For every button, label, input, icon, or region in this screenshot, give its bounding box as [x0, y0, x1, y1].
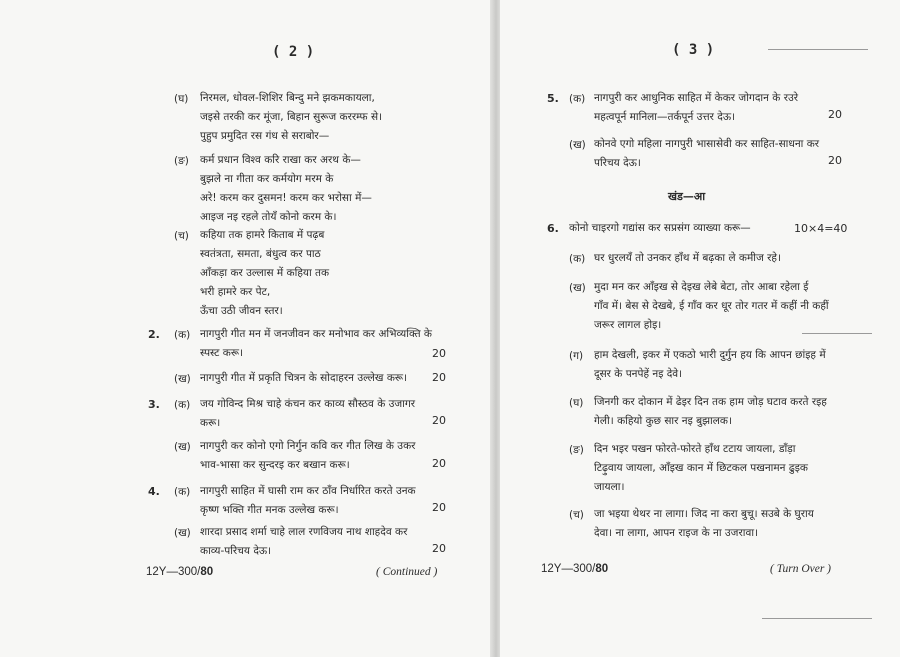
part-label: (ख): [174, 373, 191, 385]
part-label: (ख): [569, 139, 586, 151]
passage-line: देवा। ना लागा, आपन राइज के ना उजरावा।: [594, 527, 759, 539]
question-line: नागपुरी गीत मन में जनजीवन कर मनोभाव कर अभिव्यक्ति के: [200, 328, 432, 340]
part-label: (क): [569, 93, 586, 105]
paper-code-text: 12Y—300/: [146, 566, 201, 578]
marks: 20: [828, 108, 842, 121]
poem-line: भरी हामरे कर पेट,: [200, 286, 271, 298]
marks: 20: [432, 457, 446, 470]
poem-label: (घ): [174, 93, 189, 105]
marks: 20: [432, 414, 446, 427]
question-line: भाव-भासा कर सुन्दरइ कर बखान करू।: [200, 459, 350, 471]
passage-line: गेली। कहियो कुछ सार नइ बुझालक।: [594, 415, 732, 427]
question-line: स्पस्ट करू।: [200, 347, 243, 359]
paper-code: [541, 563, 608, 575]
passage-line: गाँव में। बेस से देखबे, ई गाँव कर धूर तोर गतर में कहीं नी कहीं: [594, 300, 829, 312]
question-text: [594, 89, 798, 127]
part-label: (क): [174, 329, 191, 341]
page-number: ( 2 ): [272, 44, 315, 60]
scan-mark: [802, 333, 872, 334]
question-text: [594, 135, 819, 173]
poem-line: पुहुप प्रमुदित रस गंध से सराबोर—: [200, 130, 330, 142]
part-label: (ग): [569, 350, 584, 362]
marks: 20: [432, 501, 446, 514]
question-line: नागपुरी कर आधुनिक साहित में केकर जोगदान के रउरे: [594, 92, 799, 104]
poem-passage: [200, 226, 329, 321]
passage-line: जायला।: [594, 481, 625, 493]
poem-line: बुझले ना गीता कर कर्मयोग मरम के: [200, 173, 334, 185]
question-line: करू।: [200, 417, 221, 429]
scan-mark: [762, 618, 872, 619]
question-line: कोनवे एगो महिला नागपुरी भासासेवी कर साहित-साधना कर: [594, 138, 820, 150]
marks: 20: [828, 154, 842, 167]
question-line: काव्य-परिचय देऊ।: [200, 545, 272, 557]
poem-line: निरमल, धोवल-शिशिर बिन्दु मने झकमकायला,: [200, 92, 375, 104]
passage-line: घर धुरलयँ तो उनकर हाँथ में बढ़का ले कमीज रहे।: [594, 252, 781, 264]
passage-line: टिढ़ुवाय जायला, आँइख कान में छिटकल पखनामन ढुइक: [594, 462, 808, 474]
part-label: (क): [174, 486, 191, 498]
poem-passage: [200, 89, 382, 146]
question-text: [200, 523, 407, 561]
part-label: (ख): [174, 441, 191, 453]
passage-line: जा भइया थेथर ना लागा। जिद ना करा बुचू। सउबे के घुराय: [594, 508, 814, 520]
part-label: (क): [569, 253, 586, 265]
poem-line: स्वतंत्रता, समता, बंधुत्व कर पाठ: [200, 248, 321, 260]
question-text: [200, 325, 432, 363]
continued-note: ( Continued ): [376, 566, 438, 578]
marks: 20: [432, 371, 446, 384]
poem-label: (ङ): [174, 155, 189, 167]
question-instruction: कोनो चाइरगो गद्यांस कर सप्रसंग व्याख्या करू—: [569, 222, 751, 234]
question-number: 3.: [148, 398, 160, 411]
question-line: नागपुरी साहित में घासी राम कर ठाँव निर्धारित करते उनक: [200, 485, 416, 497]
passage-line: जिनगी कर दोकान में ढेइर दिन तक हाम जोड़ घटाव करते रइह: [594, 396, 827, 408]
part-label: (ङ): [569, 444, 584, 456]
question-line: कृष्ण भक्ति गीत मनक उल्लेख करू।: [200, 504, 339, 516]
right-page: [500, 0, 900, 657]
turn-over-note: ( Turn Over ): [770, 563, 832, 575]
poem-line: आँकड़ा कर उल्लास में कहिया तक: [200, 267, 330, 279]
passage: [594, 249, 781, 268]
paper-code-text: 12Y—300/: [541, 563, 596, 575]
question-text: [200, 395, 415, 433]
scan-mark: [768, 49, 868, 50]
question-line: शारदा प्रसाद शर्मा चाहे लाल रणविजय नाथ शाहदेव कर: [200, 526, 408, 538]
marks: 10×4=40: [794, 222, 848, 235]
poem-line: आइज नइ रहले तोयँ कोनो करम के।: [200, 211, 337, 223]
marks: 20: [432, 347, 446, 360]
passage: [594, 505, 814, 543]
question-number: 6.: [547, 222, 559, 235]
poem-line: ऊँचा उठी जीवन स्तर।: [200, 305, 283, 317]
question-line: महत्वपूर्न मानिला—तर्कपूर्न उत्तर देऊ।: [594, 111, 736, 123]
question-line: नागपुरी गीत में प्रकृति चित्रन के सोदाहरन उल्लेख करू।: [200, 372, 408, 384]
passage-line: दिन भइर पखन फोरते-फोरते हाँथ टटाय जायला, डाँड़ा: [594, 443, 796, 455]
paper-code-bold: 80: [200, 566, 214, 578]
question-line: नागपुरी कर कोनो एगो निर्गुन कवि कर गीत लिख के उकर: [200, 440, 416, 452]
question-number: 2.: [148, 328, 160, 341]
part-label: (ख): [569, 282, 586, 294]
part-label: (क): [174, 399, 191, 411]
question-text: [200, 369, 407, 388]
poem-line: अरे! करम कर दुसमन! करम कर भरोसा में—: [200, 192, 372, 204]
question-number: 5.: [547, 92, 559, 105]
question-text: [200, 482, 416, 520]
question-text: [200, 437, 415, 475]
poem-label: (च): [174, 230, 189, 242]
part-label: (घ): [569, 397, 584, 409]
poem-line: जइसे तरकी कर मूंजा, बिहान सुरूज कररम्फ से।: [200, 111, 383, 123]
passage: [594, 393, 827, 431]
part-label: (च): [569, 509, 584, 521]
marks: 20: [432, 542, 446, 555]
page-number: ( 3 ): [672, 42, 715, 58]
part-label: (ख): [174, 527, 191, 539]
passage-line: जरूर लागल होइ।: [594, 319, 662, 331]
question-line: जय गोविन्द मिश्र चाहे कंचन कर काव्य सौस्ठव के उजागर: [200, 398, 416, 410]
question-line: परिचय देऊ।: [594, 157, 641, 169]
poem-line: कर्म प्रधान विश्व करि राखा कर अरथ के—: [200, 154, 361, 166]
poem-line: कहिया तक हामरे किताब में पढ़ब: [200, 229, 325, 241]
passage: [594, 440, 808, 497]
paper-code: [146, 566, 213, 578]
section-title: खंड—आ: [668, 190, 706, 203]
passage: [594, 346, 826, 384]
paper-code-bold: 80: [595, 563, 609, 575]
passage-line: हाम देखली, इकर में एकठो भारी दुर्गुन हय कि आपन छांइह में: [594, 349, 826, 361]
passage-line: दूसर के पनपेहें नइ देवे।: [594, 368, 683, 380]
poem-passage: [200, 151, 372, 227]
passage: [594, 278, 829, 335]
passage-line: मुदा मन कर आँइख से देइख लेबे बेटा, तोर आबा रहेला ई: [594, 281, 809, 293]
question-number: 4.: [148, 485, 160, 498]
